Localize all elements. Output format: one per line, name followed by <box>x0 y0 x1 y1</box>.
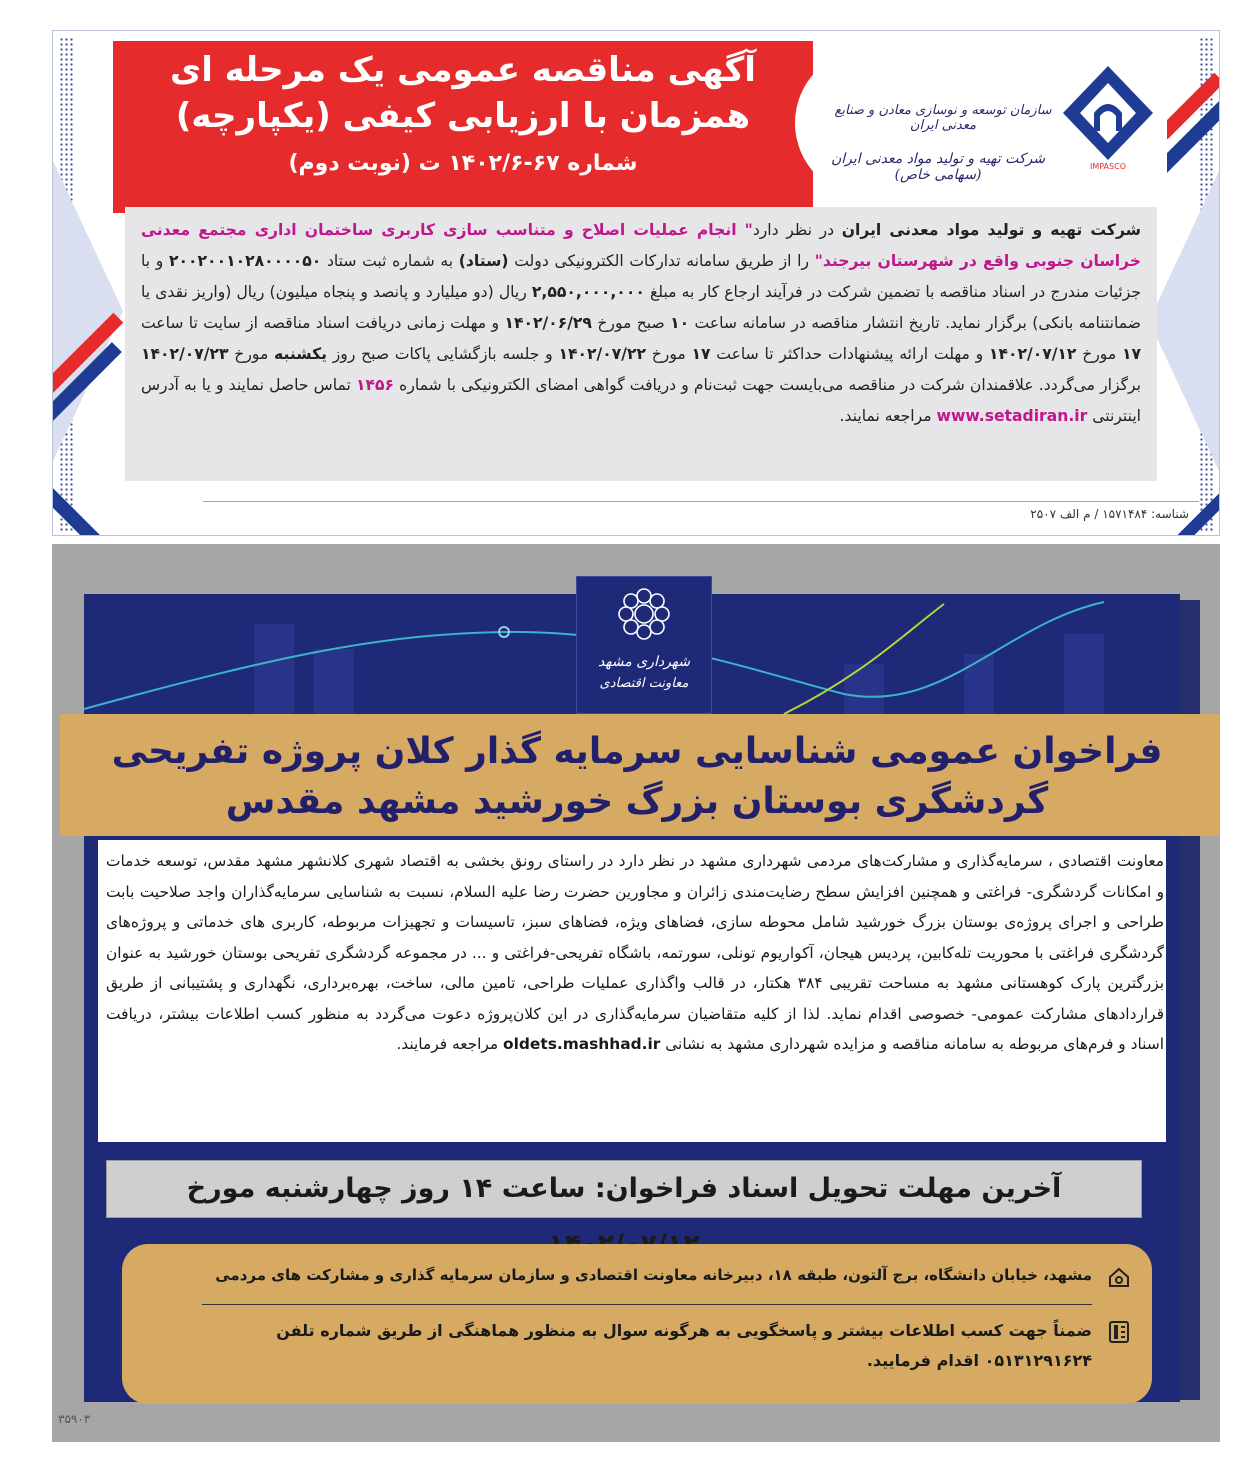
ad-title-line1: آگهی مناقصه عمومی یک مرحله ای <box>170 50 756 90</box>
body-box <box>98 840 1166 1142</box>
contact-line1: ضمناً جهت کسب اطلاعات بیشتر و پاسخگویی به هرگونه سوال به منظور هماهنگی از طریق شماره تلفن <box>276 1321 1092 1340</box>
ad-body-box <box>125 207 1157 481</box>
svg-text:IMPASCO: IMPASCO <box>1089 162 1127 171</box>
org-name-parent: سازمان توسعه و نوسازی معادن و صنایع معدنی ایران <box>834 103 1052 133</box>
tender-ad-impasco <box>52 30 1220 536</box>
ad-reference-id: ۳۵۹۰۳ <box>58 1412 91 1426</box>
ad-title-line2: همزمان با ارزیابی کیفی (یکپارچه) <box>175 96 751 136</box>
decor-triangle-right <box>1149 171 1219 471</box>
setadiran-link[interactable]: www.setadiran.ir <box>936 407 1088 425</box>
home-icon <box>1108 1266 1130 1288</box>
mashhad-municipality-logo-icon <box>614 584 674 644</box>
municipality-name: شهرداری مشهد <box>598 654 690 670</box>
deadline-bar: آخرین مهلت تحویل اسناد فراخوان: ساعت ۱۴ روز چهارشنبه مورخ <box>106 1160 1142 1218</box>
body-text: معاونت اقتصادی ، سرمایه‌گذاری و مشارکت‌های مردمی شهرداری مشهد در نظر دارد در راستای رونق بخشی به اقتصاد شهری کلانشهر مشهد مقدس، توسعه خدمات و امکانات گردشگری- فراغتی و همچنین افزایش سطح رضایت‌مندی زائران و مجاورین حضرت رضا علیه السلام، نسبت به شناسایی سرمایه‌گذاران واجد صلاحیت بابت طراحی و اجرای پروژه‌ی بوستان بزرگ خورشید شامل محوطه سازی، فضاهای ویژه، فضاهای سبز، تاسیسات و تجهیزات مربوطه، کاربری های خدماتی و پروژه‌های گردشگری فراغتی با محوریت تله‌کابین، پردیس هیجان، آکواریوم تونلی، سورتمه، باشگاه تفریحی-فراغتی و ... در مجموعه گردشگری تفریحی بوستان خورشید به عنوان بزرگترین پارک کوهستانی مشهد به مساحت تقریبی ۳۸۴ هکتار، در قالب واگذاری عملیات طراحی، تامین مالی، ساخت، بهره‌برداری، نگهداری و پشتیبانی از طریق قراردادهای مشارکت عمومی- خصوصی اقدام نماید. لذا از کلیه متقاضیان سرمایه‌گذاری در این کلان‌پروژه دعوت می‌گردد به منظور کسب اطلاعات بیشتر، دریافت اسناد و فرم‌های مربوطه به سامانه مناقصه و مزایده شهرداری مشهد به نشانی oldets.mashhad.ir مراجعه فرمایند. <box>106 852 1165 1053</box>
address-text: مشهد، خیابان دانشگاه، برج آلتون، طبقه ۱۸، دبیرخانه معاونت اقتصادی و سازمان سرمایه گذاری و مشارکت های مردمی <box>215 1266 1092 1284</box>
call-ad-mashhad <box>52 544 1220 1442</box>
contact-text <box>182 1316 1092 1376</box>
divider <box>202 1304 1092 1305</box>
oldets-link[interactable]: oldets.mashhad.ir <box>503 1035 661 1053</box>
headline-line2: گردشگری بوستان بزرگ خورشید مشهد مقدس <box>225 781 1049 822</box>
org-name-company: شرکت تهیه و تولید مواد معدنی ایران (سهامی خاص) <box>830 151 1046 183</box>
deputy-name: معاونت اقتصادی <box>599 676 689 691</box>
ad-title-number: شماره ۶۷-۱۴۰۲/۶ ت (نوبت دوم) <box>288 151 638 176</box>
contact-line2: ۰۵۱۳۱۲۹۱۶۲۴ اقدام فرمایید. <box>866 1351 1092 1370</box>
headline-line1: فراخوان عمومی شناسایی سرمایه گذار کلان پروژه تفریحی <box>111 731 1163 772</box>
impasco-logo-icon <box>1058 61 1158 171</box>
ad-reference-id: شناسه: ۱۵۷۱۴۸۴ / م الف ۲۵۰۷ <box>1030 507 1189 521</box>
divider <box>203 501 1199 502</box>
ad-body-text: شرکت تهیه و تولید مواد معدنی ایران در نظر دارد" انجام عملیات اصلاح و متناسب سازی کاربری ساختمان اداری مجتمع معدنی خراسان جنوبی واقع در شهرستان بیرجند" را از طریق سامانه تدارکات الکترونیکی دولت (ستاد) به شماره ثبت ستاد ۲۰۰۲۰۰۱۰۲۸۰۰۰۰۵۰ و با جزئیات مندرج در اسناد مناقصه با تضمین شرکت در فرآیند ارجاع کار به مبلغ ۲,۵۵۰,۰۰۰,۰۰۰ ریال (دو میلیارد و پانصد و پنجاه میلیون) ریال (واریز نقدی یا ضمانتنامه بانکی) برگزار نماید. تاریخ انتشار مناقصه در سامانه ساعت ۱۰ صبح مورخ ۱۴۰۲/۰۶/۲۹ و مهلت زمانی دریافت اسناد مناقصه از سایت تا ساعت ۱۷ مورخ ۱۴۰۲/۰۷/۱۲ و مهلت ارائه پیشنهادات حداکثر تا ساعت ۱۷ مورخ ۱۴۰۲/۰۷/۲۲ و جلسه بازگشایی پاکات صبح روز یکشنبه مورخ ۱۴۰۲/۰۷/۲۳ برگزار می‌گردد. علاقمندان شرکت در مناقصه می‌بایست جهت ثبت‌نام و دریافت گواهی امضای الکترونیکی با شماره ۱۴۵۶ تماس حاصل نمایند و یا به آدرس اینترنتی www.setadiran.ir مراجعه نمایند. <box>141 221 1142 425</box>
phone-icon <box>1108 1320 1130 1344</box>
